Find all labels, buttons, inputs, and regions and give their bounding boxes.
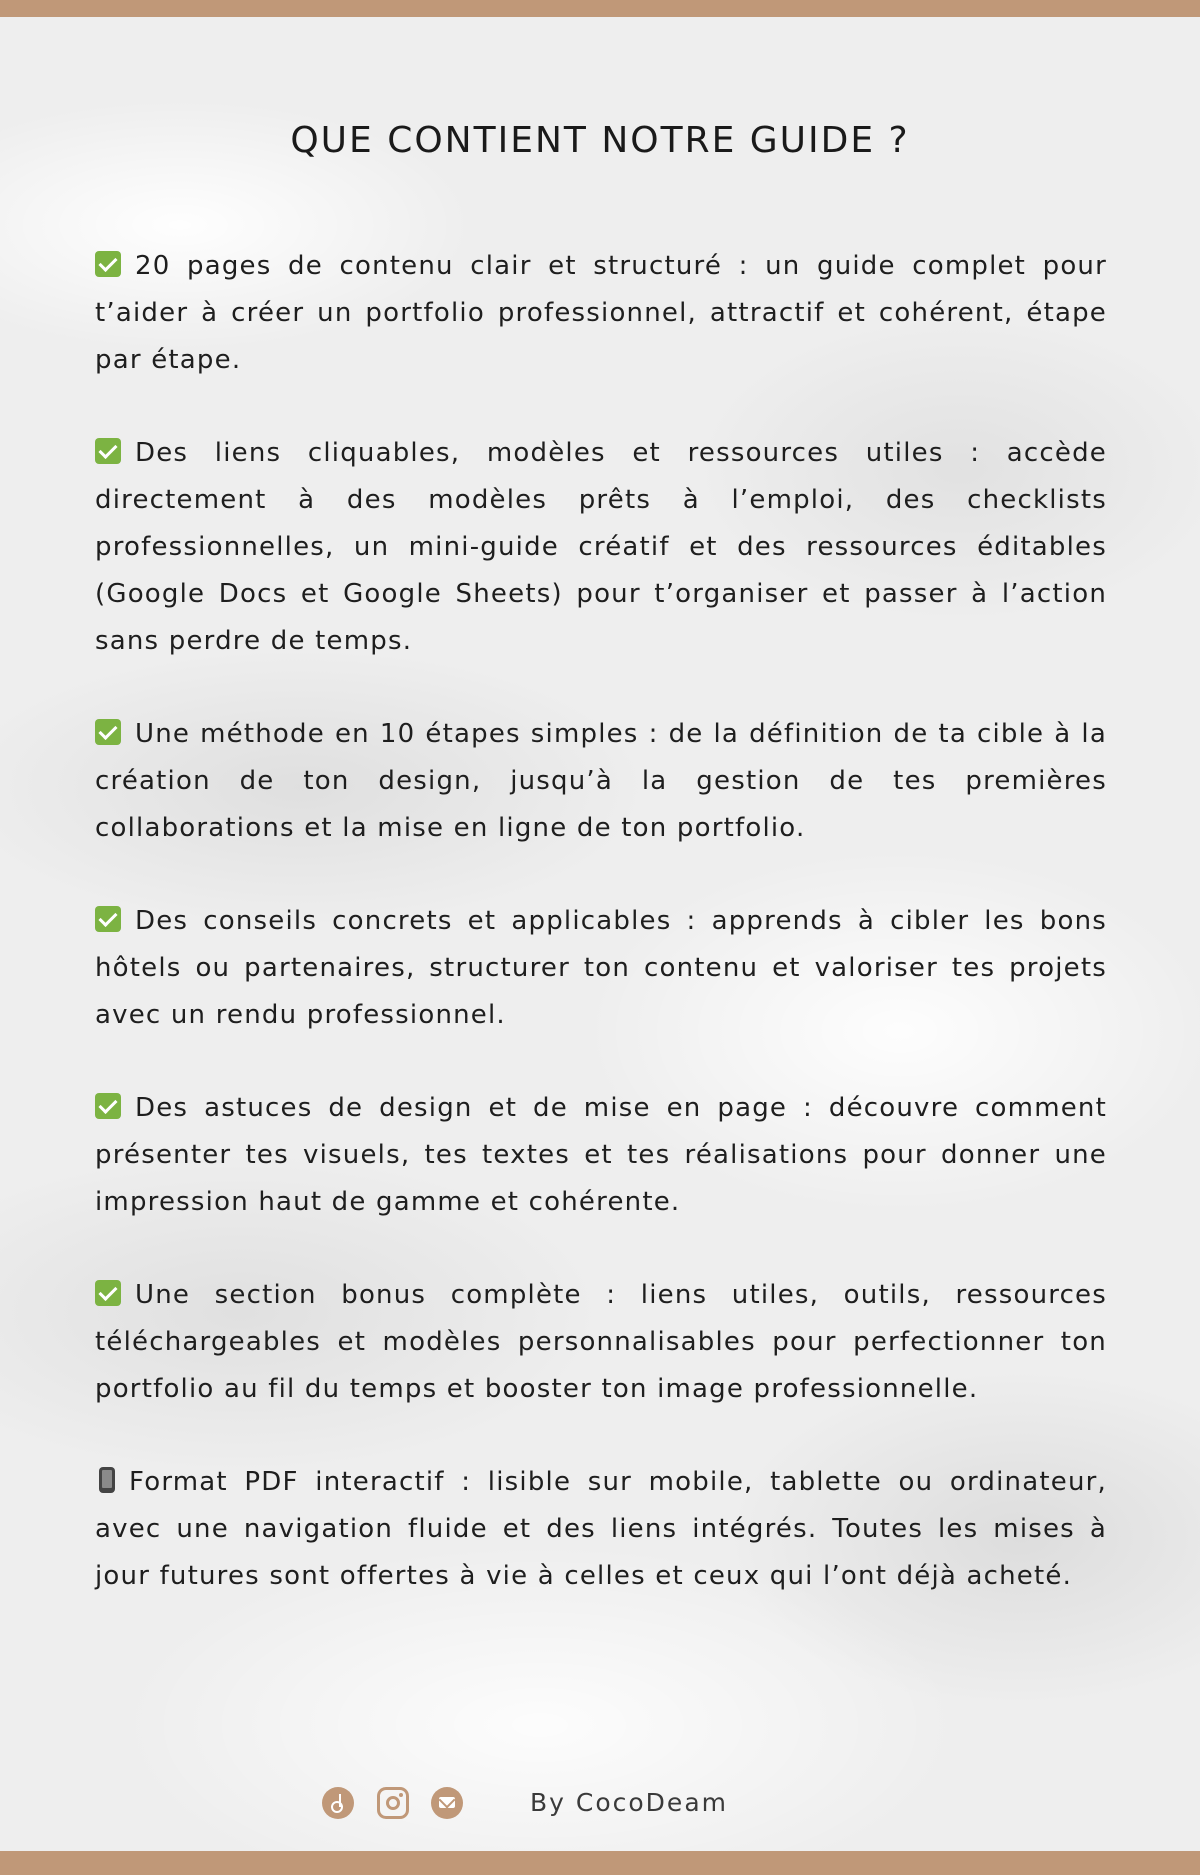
list-item-text: Une méthode en 10 étapes simples : de la définition de ta cible à la création de ton design, jusqu’à la gestion de tes premières collaborations et la mise en ligne de ton portfolio. — [95, 719, 1107, 843]
byline: By CocoDeam — [530, 1788, 728, 1817]
check-box-icon — [95, 1093, 121, 1119]
footer — [0, 1785, 1200, 1821]
bottom-accent-bar — [0, 1851, 1200, 1875]
list-item — [95, 243, 1107, 384]
tiktok-icon[interactable] — [322, 1787, 354, 1819]
check-box-icon — [95, 438, 121, 464]
list-item — [95, 711, 1107, 852]
list-item — [95, 898, 1107, 1039]
feature-list — [95, 243, 1107, 1646]
check-box-icon — [95, 906, 121, 932]
list-item-text: Des astuces de design et de mise en page : découvre comment présenter tes visuels, tes textes et tes réalisations pour donner une impression haut de gamme et cohérente. — [95, 1093, 1107, 1217]
list-item-text: Des liens cliquables, modèles et ressources utiles : accède directement à des modèles prêts à l’emploi, des checklists professionnelles, un mini-guide créatif et des ressources éditables (Google Docs et Google Sheets) pour t’organiser et passer à l’action sans perdre de temps. — [95, 438, 1107, 656]
check-box-icon — [95, 251, 121, 277]
list-item-text: Format PDF interactif : lisible sur mobile, tablette ou ordinateur, avec une navigation fluide et des liens intégrés. Toutes les mises à jour futures sont offertes à vie à celles et ceux qui l’ont déjà acheté. — [95, 1467, 1107, 1591]
list-item-text: Une section bonus complète : liens utiles, outils, ressources téléchargeables et modèles personnalisables pour perfectionner ton portfolio au fil du temps et booster ton image professionnelle. — [95, 1280, 1107, 1404]
instagram-icon[interactable] — [377, 1787, 409, 1819]
page-title: QUE CONTIENT NOTRE GUIDE ? — [290, 120, 910, 161]
mobile-phone-icon — [99, 1467, 115, 1493]
top-accent-bar — [0, 0, 1200, 17]
check-box-icon — [95, 1280, 121, 1306]
list-item-text: 20 pages de contenu clair et structuré : un guide complet pour t’aider à créer un portfolio professionnel, attractif et cohérent, étape par étape. — [95, 251, 1107, 375]
list-item — [95, 430, 1107, 665]
check-box-icon — [95, 719, 121, 745]
mail-icon[interactable] — [431, 1787, 463, 1819]
list-item — [95, 1272, 1107, 1413]
list-item — [95, 1459, 1107, 1600]
list-item — [95, 1085, 1107, 1226]
list-item-text: Des conseils concrets et applicables : apprends à cibler les bons hôtels ou partenaires, structurer ton contenu et valoriser tes projets avec un rendu professionnel. — [95, 906, 1107, 1030]
